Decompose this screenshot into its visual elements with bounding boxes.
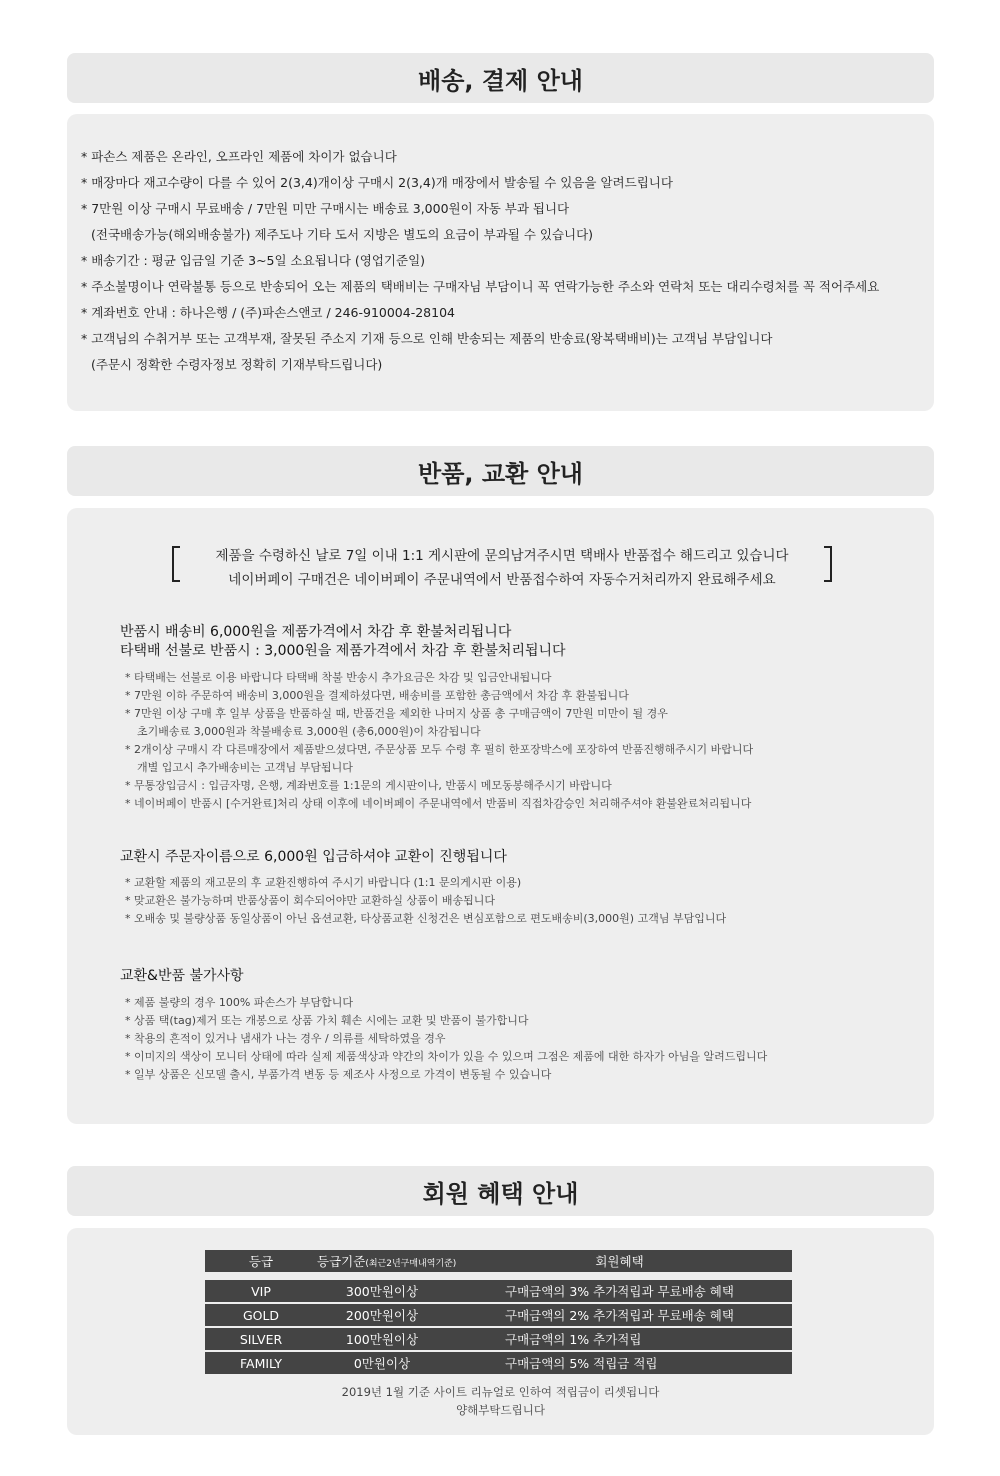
grade-cell: VIP	[251, 1283, 271, 1299]
membership-note: 2019년 1월 기준 사이트 리뉴얼로 인하여 적립금이 리셋됩니다	[341, 1385, 660, 1399]
list-item: 초기배송료 3,000원과 착불배송료 3,000원 (총6,000원)이 차감됩니다	[137, 725, 481, 738]
return-fee-heading: 타택배 선불로 반품시 : 3,000원을 제품가격에서 차감 후 환불처리됩니다	[120, 643, 566, 659]
list-item-continuation: (주문시 정확한 수령자정보 정확히 기재부탁드립니다)	[91, 357, 383, 372]
list-item	[81, 352, 924, 378]
list-item: * 제품 불량의 경우 100% 파손스가 부담합니다	[125, 996, 353, 1009]
grade-cell: SILVER	[239, 1331, 283, 1347]
table-row	[205, 1304, 792, 1326]
list-item: * 이미지의 색상이 모니터 상태에 따라 실제 제품색상과 약간의 차이가 있을 수 있으며 그점은 제품에 대한 하자가 아님을 알려드립니다	[125, 1050, 768, 1063]
list-item: * 교환할 제품의 재고문의 후 교환진행하여 주시기 바랍니다 (1:1 문의게시판 이용)	[125, 876, 522, 889]
list-item: * 7만원 이상 구매시 무료배송 / 7만원 미만 구매시는 배송료 3,000원이 자동 부과 됩니다	[81, 201, 570, 216]
exchange-rules-list	[125, 874, 726, 928]
list-item: * 7만원 이상 구매 후 일부 상품을 반품하실 때, 반품건을 제외한 나머지 상품 총 구매금액이 7만원 미만이 될 경우	[125, 707, 668, 720]
list-item: * 무통장입금시 : 입금자명, 은행, 계좌번호를 1:1문의 게시판이나, 반품시 메모동봉해주시기 바랍니다	[125, 779, 612, 792]
column-header-criteria	[317, 1252, 457, 1270]
list-item: * 착용의 흔적이 있거나 냄새가 나는 경우 / 의류를 세탁하였을 경우	[125, 1032, 446, 1045]
criteria-cell: 200만원이상	[345, 1308, 419, 1323]
benefit-cell: 구매금액의 1% 추가적립	[505, 1332, 642, 1347]
grade-cell: GOLD	[242, 1307, 280, 1323]
criteria-cell: 300만원이상	[345, 1284, 419, 1299]
list-item: * 주소불명이나 연락불통 등으로 반송되어 오는 제품의 택배비는 구매자님 부담이니 꼭 연락가능한 주소와 연락처 또는 대리수령처를 꼭 적어주세요	[81, 279, 880, 294]
list-item: * 파손스 제품은 온라인, 오프라인 제품에 차이가 없습니다	[81, 149, 397, 164]
list-item: * 맞교환은 불가능하며 반품상품이 회수되어야만 교환하실 상품이 배송됩니다	[125, 894, 496, 907]
return-notice-line: 네이버페이 구매건은 네이버페이 주문내역에서 반품접수하여 자동수거처리까지 완료해주세요	[228, 572, 776, 588]
return-notice-line: 제품을 수령하신 날로 7일 이내 1:1 게시판에 문의남겨주시면 택배사 반품접수 해드리고 있습니다	[215, 548, 789, 564]
membership-panel	[67, 1228, 934, 1435]
criteria-cell: 100만원이상	[345, 1332, 419, 1347]
grade-cell: FAMILY	[239, 1355, 282, 1371]
shipping-section-title: 배송, 결제 안내	[67, 53, 934, 103]
benefit-cell: 구매금액의 3% 추가적립과 무료배송 혜택	[505, 1284, 734, 1299]
list-item: * 네이버페이 반품시 [수거완료]처리 상태 이후에 네이버페이 주문내역에서 반품비 직접차감승인 처리해주셔야 환불완료처리됩니다	[125, 797, 752, 810]
returns-section-title: 반품, 교환 안내	[67, 446, 934, 496]
table-row	[205, 1328, 792, 1350]
list-item: * 일부 상품은 신모델 출시, 부품가격 변동 등 제조사 사정으로 가격이 변동될 수 있습니다	[125, 1068, 552, 1081]
return-rules-list	[125, 669, 753, 813]
return-fee-heading: 반품시 배송비 6,000원을 제품가격에서 차감 후 환불처리됩니다	[120, 624, 512, 640]
list-item: * 2개이상 구매시 각 다른매장에서 제품받으셨다면, 주문상품 모두 수령 후 필히 한포장박스에 포장하여 반품진행해주시기 바랍니다	[125, 743, 754, 756]
table-row	[205, 1352, 792, 1374]
return-notice-box	[172, 544, 832, 588]
list-item: * 7만원 이하 주문하여 배송비 3,000원을 결제하셨다면, 배송비를 포함한 총금액에서 차감 후 환불됩니다	[125, 689, 629, 702]
benefit-cell: 구매금액의 5% 적립금 적립	[505, 1356, 658, 1371]
criteria-note: (최근2년구매내역기준)	[365, 1259, 457, 1269]
exchange-heading: 교환시 주문자이름으로 6,000원 입금하셔야 교환이 진행됩니다	[120, 849, 507, 865]
criteria-label: 등급기준	[317, 1254, 366, 1269]
returns-panel	[67, 508, 934, 1124]
membership-section-title: 회원 혜택 안내	[67, 1166, 934, 1216]
column-header-benefit: 회원혜택	[595, 1254, 644, 1269]
list-item-continuation: (전국배송가능(해외배송불가) 제주도나 기타 도서 지방은 별도의 요금이 부과될 수 있습니다)	[91, 227, 594, 242]
list-item: * 배송기간 : 평균 입금일 기준 3~5일 소요됩니다 (영업기준일)	[81, 253, 426, 268]
table-header-row	[205, 1250, 792, 1272]
list-item	[81, 222, 924, 248]
list-item: * 매장마다 재고수량이 다를 수 있어 2(3,4)개이상 구매시 2(3,4)개 매장에서 발송될 수 있음을 알려드립니다	[81, 175, 673, 190]
list-item: * 고객님의 수취거부 또는 고객부재, 잘못된 주소지 기재 등으로 인해 반송되는 제품의 반송료(왕복택배비)는 고객님 부담입니다	[81, 331, 773, 346]
table-row	[205, 1280, 792, 1302]
list-item: 개별 입고시 추가배송비는 고객님 부담됩니다	[137, 761, 353, 774]
column-header-grade: 등급	[248, 1254, 274, 1269]
benefit-cell: 구매금액의 2% 추가적립과 무료배송 혜택	[505, 1308, 734, 1323]
list-item: * 상품 택(tag)제거 또는 개봉으로 상품 가치 훼손 시에는 교환 및 반품이 불가합니다	[125, 1014, 529, 1027]
list-item: * 타택배는 선불로 이용 바랍니다 타택배 착불 반송시 추가요금은 차감 및 입금안내됩니다	[125, 671, 552, 684]
non-return-rules-list	[125, 994, 767, 1084]
shipping-panel	[67, 114, 934, 411]
non-return-heading: 교환&반품 불가사항	[120, 968, 244, 984]
criteria-cell: 0만원이상	[353, 1356, 411, 1371]
shipping-info-list	[81, 144, 924, 378]
membership-note: 양해부탁드립니다	[456, 1403, 545, 1417]
membership-table	[205, 1250, 792, 1376]
list-item: * 오배송 및 불량상품 동일상품이 아닌 옵션교환, 타상품교환 신청건은 변심포함으로 편도배송비(3,000원) 고객님 부담입니다	[125, 912, 727, 925]
list-item: * 계좌번호 안내 : 하나은행 / (주)파손스앤코 / 246-910004-28104	[81, 305, 455, 320]
